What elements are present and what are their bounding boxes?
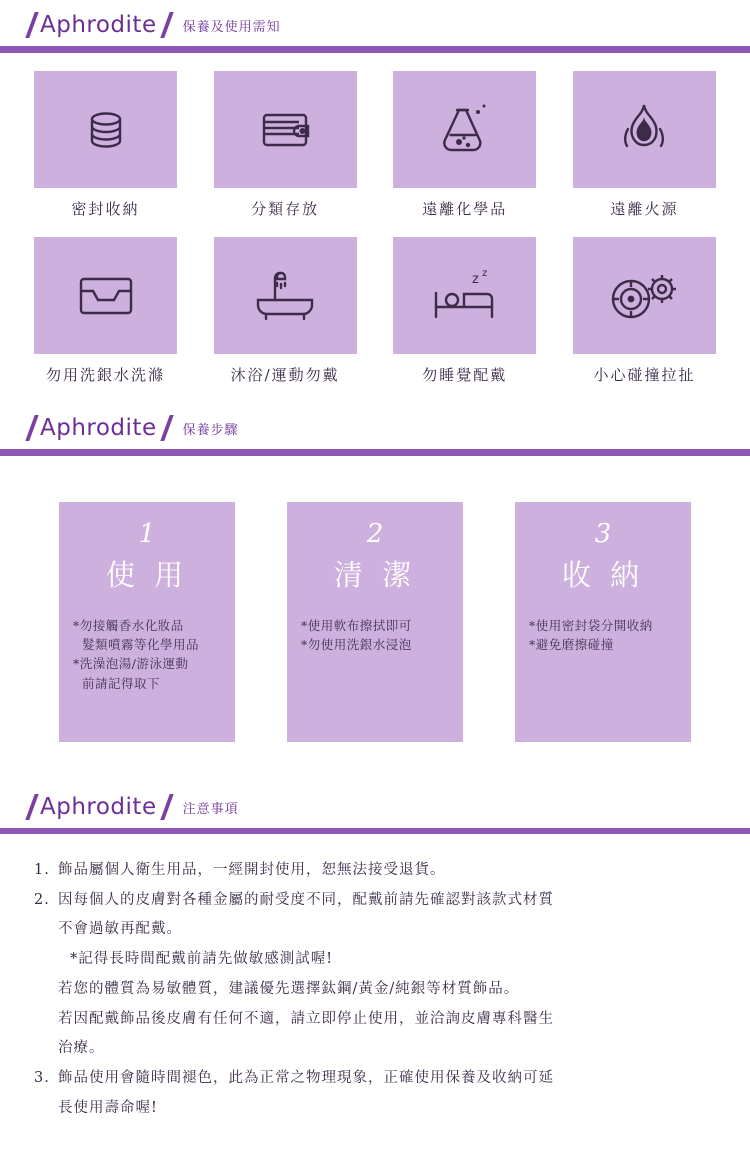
care-item-label: 分類存放 [251,200,320,218]
step-number: 1 [138,519,156,549]
bathtub-shower-icon [252,266,318,326]
slash-decoration-icon [25,12,38,38]
step-line: *使用軟布擦拭即可 [301,617,412,633]
note-subline: 若因配戴飾品後皮膚有任何不適，請立即停止使用，並洽詢皮膚專科醫生 [58,1010,554,1027]
care-item [393,237,536,385]
step-card [515,502,691,742]
section-header-notes [0,790,750,824]
stacked-container-icon [78,102,134,158]
flame-icon [618,101,670,159]
section-title: 注意事項 [182,801,239,817]
sleeping-bed-icon [428,267,502,325]
step-title: 使 用 [105,557,189,592]
section-title: 保養及使用需知 [182,19,281,35]
note-item [34,856,716,886]
note-subline: 不會過敏再配戴。 [58,921,182,938]
note-text: 飾品屬個人衛生用品，一經開封使用，恕無法接受退貨。 [58,862,446,878]
step-line: *勿使用洗銀水浸泡 [301,636,412,652]
care-item-label: 遠離化學品 [422,200,508,218]
section-header-steps [0,411,750,445]
step-body [59,616,235,694]
brand-name: Aphrodite [40,415,157,441]
svg-text:z: z [481,267,488,279]
step-line: *洗澡泡湯/游泳運動 [73,656,189,672]
slash-decoration-icon [25,415,38,441]
brand-logo [30,12,183,38]
brand-name: Aphrodite [40,12,157,38]
icon-tile [573,71,716,188]
step-number: 2 [366,519,384,549]
steps-row [0,456,750,782]
icon-tile [34,237,177,354]
care-item [34,71,177,219]
note-item [34,886,716,916]
step-card [287,502,463,742]
care-item-label: 勿用洗銀水洗滌 [45,366,165,384]
brand-name: Aphrodite [40,794,157,820]
step-line: *避免磨擦碰撞 [529,636,614,652]
care-item [573,71,716,219]
icon-tile [214,71,357,188]
step-title: 收 納 [561,557,645,592]
slash-decoration-icon [160,12,173,38]
care-item-label: 沐浴/運動勿戴 [230,366,340,384]
icon-tile [214,237,357,354]
section-divider [0,449,750,456]
care-item [214,237,357,385]
note-subline: *記得長時間配戴前請先做敏感測試喔! [70,951,334,968]
step-line: *使用密封袋分開收納 [529,617,653,633]
step-line: 前請記得取下 [82,675,161,691]
icon-tile [34,71,177,188]
tray-icon [75,271,137,321]
chemical-flask-icon [435,101,495,159]
step-title: 清 潔 [333,557,417,592]
note-index: 3. [34,1070,50,1087]
brand-logo [30,794,183,820]
note-index: 2. [34,891,50,908]
note-index: 1. [34,862,50,878]
slash-decoration-icon [160,415,173,441]
care-item [573,237,716,385]
gear-disc-icon [606,267,682,325]
care-item-label: 勿睡覺配戴 [422,366,508,384]
icon-tile [573,237,716,354]
step-line: 髮類噴霧等化學用品 [82,636,200,652]
notes-list [0,834,750,1163]
section-title: 保養步驟 [182,422,239,438]
care-item [34,237,177,385]
note-subline: 治療。 [58,1040,105,1057]
icon-tile [393,71,536,188]
note-text: 因每個人的皮膚對各種金屬的耐受度不同，配戴前請先確認對該款式材質 [58,891,554,908]
note-text: 飾品使用會隨時間褪色，此為正常之物理現象，正確使用保養及收納可延 [58,1070,554,1087]
step-body [515,616,691,655]
wallet-icon [255,102,315,158]
care-item-label: 小心碰撞拉扯 [593,366,696,384]
care-icon-grid [0,53,750,403]
brand-logo [30,415,183,441]
section-header-care [0,8,750,42]
step-card [59,502,235,742]
slash-decoration-icon [160,794,173,820]
care-item [214,71,357,219]
icon-tile [393,237,536,354]
note-subline: 長使用壽命喔! [58,1099,158,1116]
note-subline: 若您的體質為易敏體質，建議優先選擇鈦鋼/黃金/純銀等材質飾品。 [58,980,520,997]
svg-text:z: z [471,271,479,287]
note-item [34,1064,716,1094]
care-item-label: 遠離火源 [610,200,679,218]
care-item-label: 密封收納 [71,200,140,218]
step-number: 3 [594,519,612,549]
step-line: *勿接觸香水化妝品 [73,617,184,633]
slash-decoration-icon [25,794,38,820]
step-body [287,616,463,655]
section-divider [0,46,750,53]
care-item [393,71,536,219]
